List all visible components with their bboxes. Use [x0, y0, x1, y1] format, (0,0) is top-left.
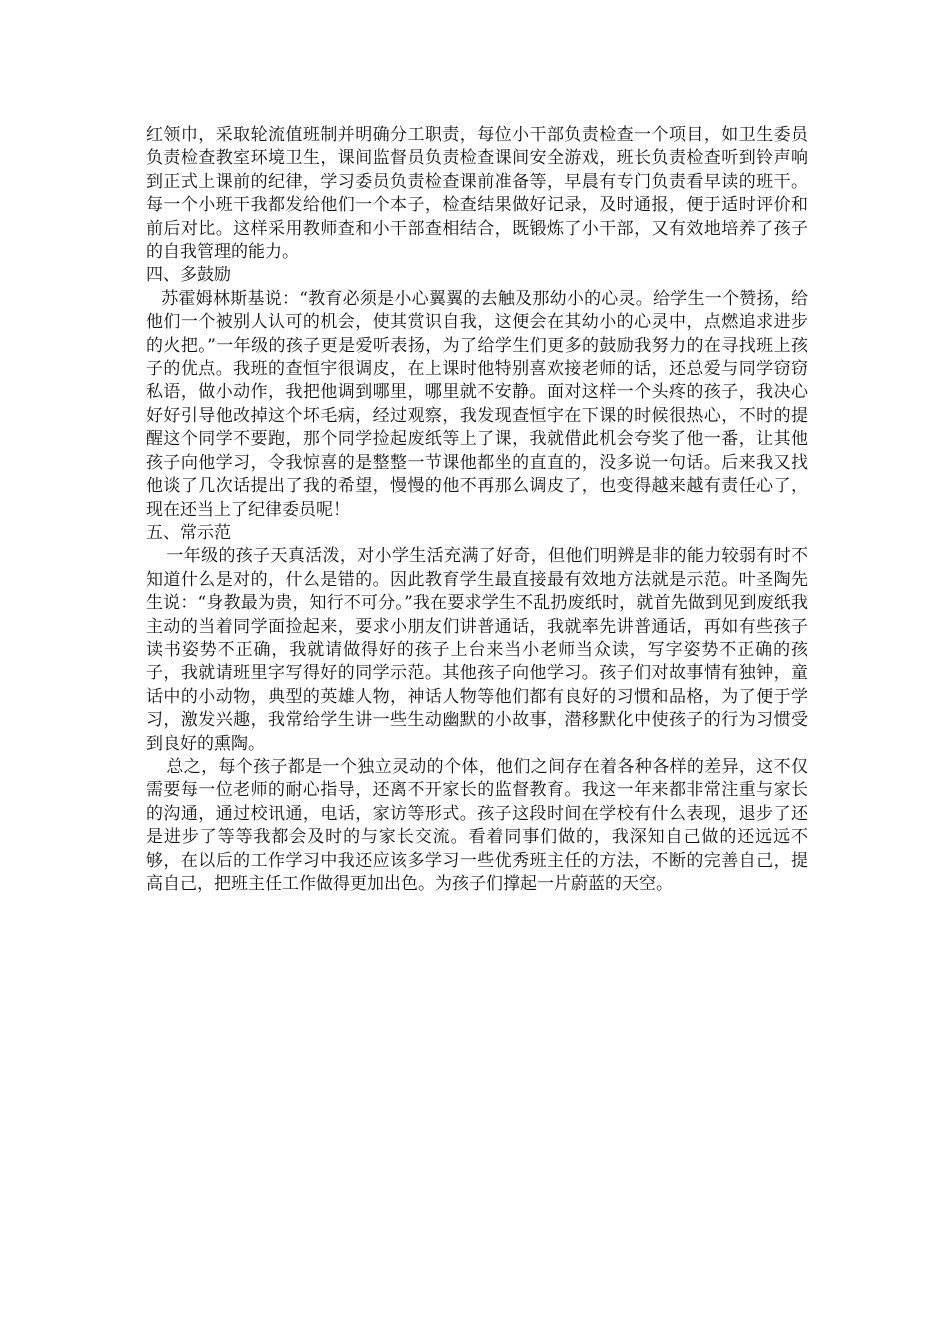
paragraph-encourage: 苏霍姆林斯基说：“教育必须是小心翼翼的去触及那幼小的心灵。给学生一个赞扬，给他们一个被别人认可的机会，使其赏识自我，这便会在其幼小的心灵中，点燃追求进步的火把。”一年级的孩子更是爱听表扬，为了给学生们更多的鼓励我努力的在寻找班上孩子的优点。我班的查恒宇很调皮，在上课时他特别喜欢接老师的话，还总爱与同学窃窃私语，做小动作，我把他调到哪里，哪里就不安静。面对这样一个头疼的孩子，我决心好好引导他改掉这个坏毛病，经过观察，我发现查恒宇在下课的时候很热心，不时的提醒这个同学不要跑，那个同学捡起废纸等上了课，我就借此机会夸奖了他一番，让其他孩子向他学习，令我惊喜的是整整一节课他都坐的直直的，没多说一句话。后来我又找他谈了几次话提出了我的希望，慢慢的他不再那么调皮了，也变得越来越有责任心了，现在还当上了纪律委员呢！ — [146, 288, 808, 520]
section-heading-encourage: 四、多鼓励 — [146, 265, 231, 286]
document-page — [146, 124, 808, 896]
paragraph-summary: 总之，每个孩子都是一个独立灵动的个体，他们之间存在着各种各样的差异，这不仅需要每一位老师的耐心指导，还离不开家长的监督教育。我这一年来都非常注重与家长的沟通，通过校讯通，电话，家访等形式。孩子这段时间在学校有什么表现，退步了还是进步了等等我都会及时的与家长交流。看着同事们做的，我深知自己做的还远远不够，在以后的工作学习中我还应该多学习一些优秀班主任的方法，不断的完善自己，提高自己，把班主任工作做得更加出色。为孩子们撑起一片蔚蓝的天空。 — [146, 756, 808, 894]
paragraph-class-cadres-continued: 红领巾，采取轮流值班制并明确分工职责，每位小干部负责检查一个项目，如卫生委员负责检查教室环境卫生，课间监督员负责检查课间安全游戏，班长负责检查听到铃声响到正式上课前的纪律，学习委员负责检查课前准备等，早晨有专门负责看早读的班干。每一个小班干我都发给他们一个本子，检查结果做好记录，及时通报，便于适时评价和前后对比。这样采用教师查和小干部查相结合，既锻炼了小干部，又有效地培养了孩子的自我管理的能力。 — [146, 125, 808, 263]
section-heading-demonstrate: 五、常示范 — [146, 522, 231, 543]
paragraph-demonstrate: 一年级的孩子天真活泼，对小学生活充满了好奇，但他们明辨是非的能力较弱有时不知道什么是对的，什么是错的。因此教育学生最直接最有效地方法就是示范。叶圣陶先生说：“身教最为贵，知行不可分。”我在要求学生不乱扔废纸时，就首先做到见到废纸我主动的当着同学面捡起来，要求小朋友们讲普通话，我就率先讲普通话，再如有些孩子读书姿势不正确，我就请做得好的孩子上台来当小老师当众读，写字姿势不正确的孩子，我就请班里字写得好的同学示范。其他孩子向他学习。孩子们对故事情有独钟，童话中的小动物，典型的英雄人物，神话人物等他们都有良好的习惯和品格，为了便于学习，激发兴趣，我常给学生讲一些生动幽默的小故事，潜移默化中使孩子的行为习惯受到良好的熏陶。 — [146, 546, 808, 754]
